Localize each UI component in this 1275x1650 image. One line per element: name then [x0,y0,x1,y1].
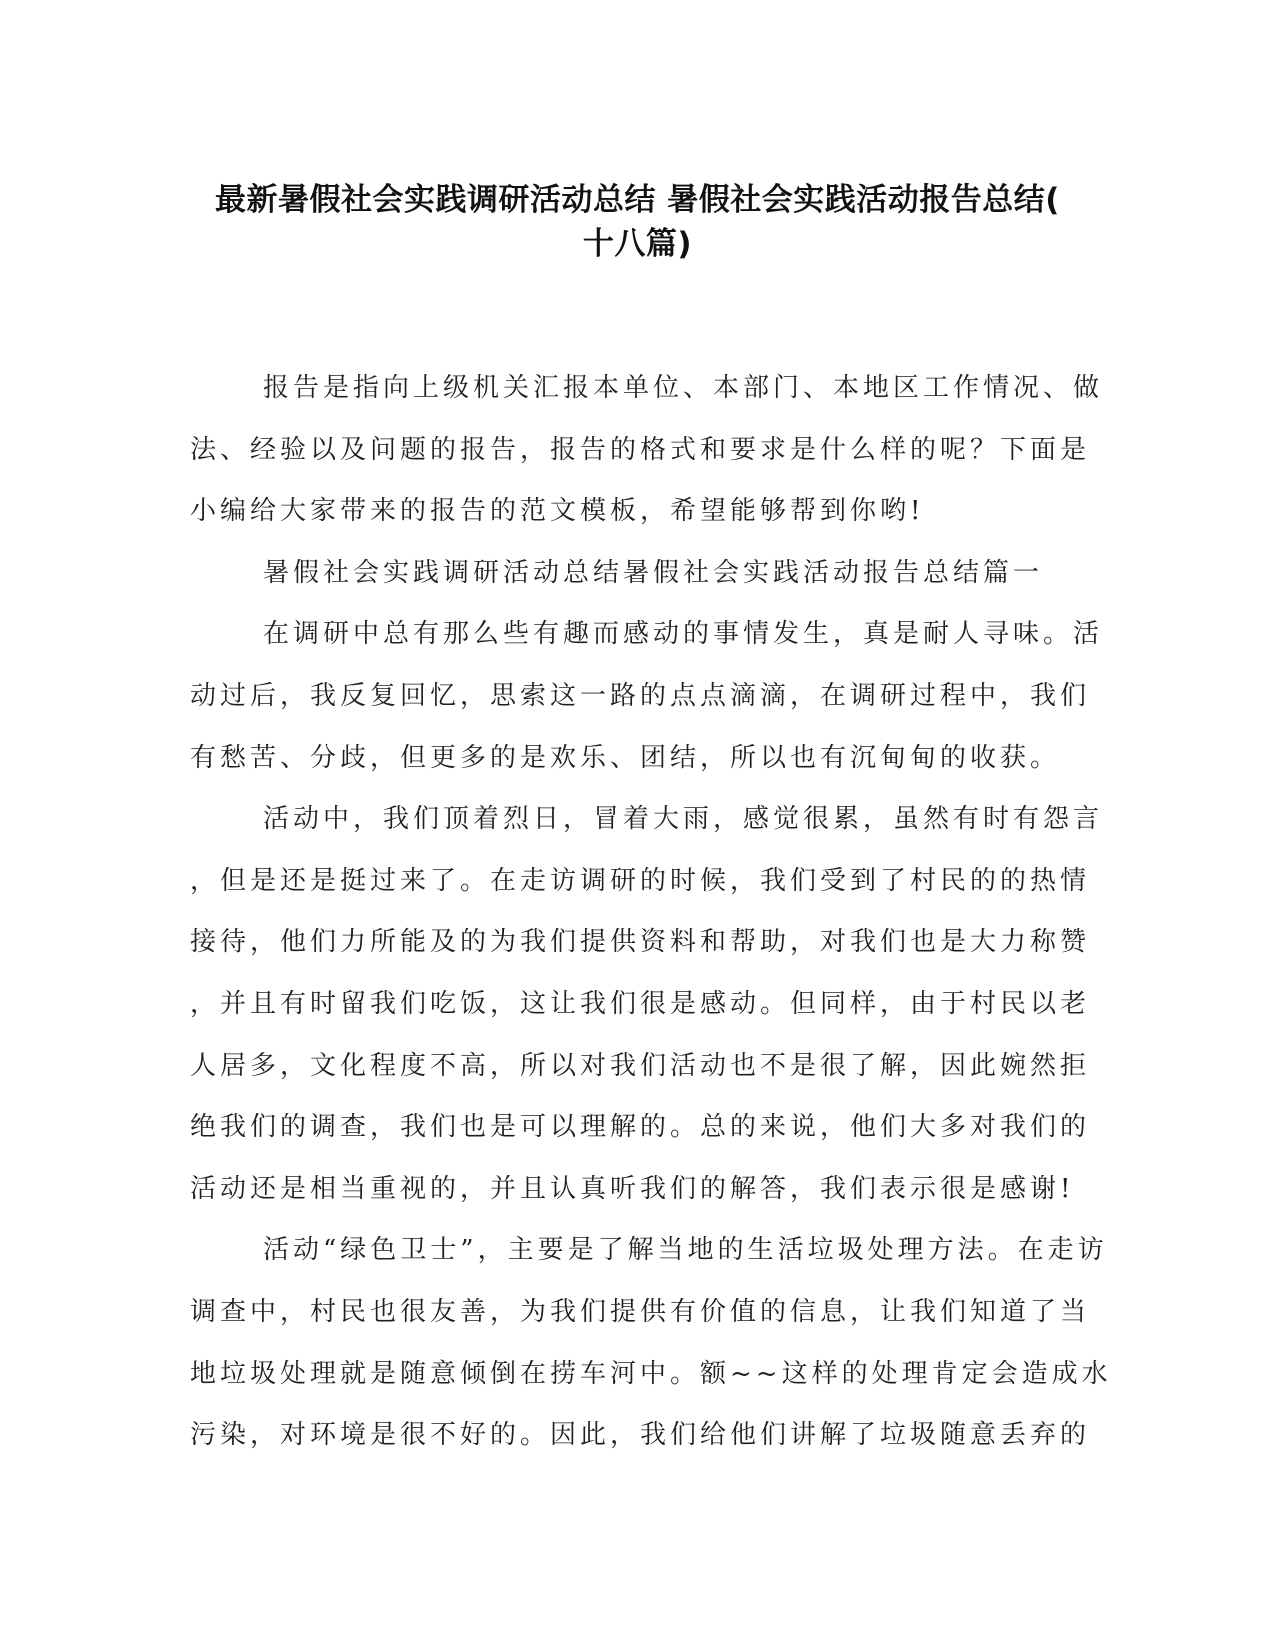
body-line: ，但是还是挺过来了。在走访调研的时候，我们受到了村民的的热情 [190,865,1091,896]
body-line: 污染，对环境是很不好的。因此，我们给他们讲解了垃圾随意丢弃的 [190,1420,1091,1451]
body-line: 绝我们的调查，我们也是可以理解的。总的来说，他们大多对我们的 [190,1112,1091,1143]
body-line: ，并且有时留我们吃饭，这让我们很是感动。但同样，由于村民以老 [190,988,1091,1019]
body-line: 调查中，村民也很友善，为我们提供有价值的信息，让我们知道了当 [190,1296,1091,1327]
document-title [150,178,1125,266]
title-line-2: 十八篇) [582,226,693,262]
body-line: 接待，他们力所能及的为我们提供资料和帮助，对我们也是大力称赞 [190,927,1091,958]
title-line-1: 最新暑假社会实践调研活动总结 暑假社会实践活动报告总结( [215,182,1060,218]
body-line: 小编给大家带来的报告的范文模板，希望能够帮到你哟! [190,496,925,527]
body-line: 活动“绿色卫士”，主要是了解当地的生活垃圾处理方法。在走访 [263,1235,1108,1266]
body-line: 报告是指向上级机关汇报本单位、本部门、本地区工作情况、做 [263,373,1104,403]
body-line: 地垃圾处理就是随意倾倒在捞车河中。额~~这样的处理肯定会造成水 [190,1358,1112,1389]
body-line: 人居多，文化程度不高，所以对我们活动也不是很了解，因此婉然拒 [190,1050,1091,1081]
body-line: 动过后，我反复回忆，思索这一路的点点滴滴，在调研过程中，我们 [190,680,1091,711]
body-line: 法、经验以及问题的报告，报告的格式和要求是什么样的呢？下面是 [190,434,1091,465]
section-heading: 暑假社会实践调研活动总结暑假社会实践活动报告总结篇一 [263,557,1044,588]
body-line: 在调研中总有那么些有趣而感动的事情发生，真是耐人寻味。活 [263,619,1104,650]
document-body [190,368,1112,1477]
body-line: 活动中，我们顶着烈日，冒着大雨，感觉很累，虽然有时有怨言 [263,804,1104,835]
body-line: 有愁苦、分歧，但更多的是欢乐、团结，所以也有沉甸甸的收获。 [190,742,1061,773]
body-line: 活动还是相当重视的，并且认真听我们的解答，我们表示很是感谢! [190,1173,1075,1204]
